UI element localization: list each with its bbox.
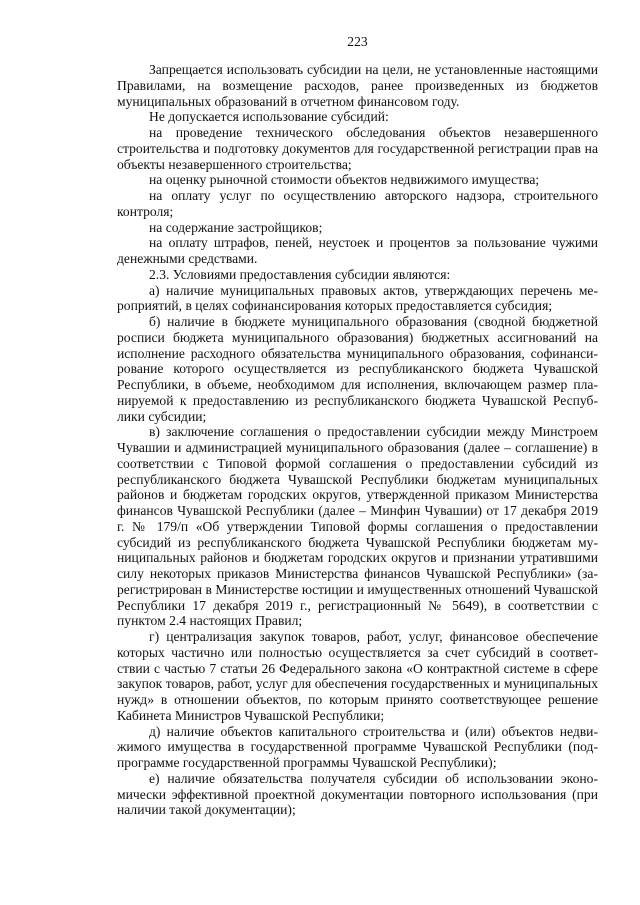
paragraph-item-v: в) заключение соглашения о предоставлении субсидии между Минстроем Чувашии и администрацией муниципального образования (далее – соглашение) в соответствии с Типовой формой соглашения о предоставлении субсидий из республиканского бюджета Чувашской Республики бюджетам муниципальных районов и бюджетам городских округов, утвержденной приказом Министерства финансов Чувашской Республики (далее – Минфин Чувашии) от 17 декабря 2019 г. № 179/п «Об утверждении Типовой формы соглашения о предоставлении субсидий из республиканского бюджета Чувашской Республики бюджетам муниципальных районов и бюджетам городских округов и признании утратившими силу некоторых приказов Министерства финансов Чувашской Республики» (зарегистрирован в Министерстве юстиции и имущественных отношений Чувашской Республики 17 декабря 2019 г., регистрационный № 5649), в соответствии с пунктом 2.4 настоящих Правил;	[117, 424, 598, 629]
paragraph-item-b: б) наличие в бюджете муниципального образования (сводной бюджетной росписи бюджета муниципального образования) бюджетных ассигнований на исполнение расходного обязательства муниципального образования, софинансирование которого осуществляется из республиканского бюджета Чувашской Республики, в объеме, необходимом для исполнения, включающем размер планируемой к предоставлению из республиканского бюджета Чувашской Республики субсидии;	[117, 314, 598, 424]
paragraph-section-2-3: 2.3. Условиями предоставления субсидии являются:	[149, 266, 451, 282]
paragraph-item-a: а) наличие муниципальных правовых актов, утверждающих перечень мероприятий, в целях софинансирования которых предоставляется субсидия;	[117, 282, 598, 314]
document-body	[117, 62, 598, 818]
paragraph-developers: на содержание застройщиков;	[149, 219, 323, 235]
paragraph-purpose-restriction: Запрещается использовать субсидии на цели, не установленные настоящими Правилами, на возмещение расходов, ранее произведенных из бюджетов муниципальных образований в отчетном финансовом году.	[117, 62, 598, 109]
paragraph-item-d: д) наличие объектов капитального строительства и (или) объектов недвижимого имущества в государственной программе Чувашской Республики (подпрограмме государственной программы Чувашской Республики);	[117, 723, 598, 770]
paragraph-item-e: е) наличие обязательства получателя субсидии об использовании экономически эффективной проектной документации повторного использования (при наличии такой документации);	[117, 770, 598, 818]
paragraph-technical-survey: на проведение технического обследования объектов незавершенного строительства и подготовку документов для государственной регистрации прав на объекты незавершенного строительства;	[117, 125, 598, 172]
paragraph-not-allowed-heading: Не допускается использование субсидий:	[149, 109, 389, 125]
page-number: 223	[347, 34, 368, 49]
paragraph-market-valuation: на оценку рыночной стоимости объектов недвижимого имущества;	[149, 172, 540, 188]
paragraph-fines: на оплату штрафов, пеней, неустоек и процентов за пользование чужими денежными средствами.	[117, 235, 598, 266]
paragraph-supervision: на оплату услуг по осуществлению авторского надзора, строительного контроля;	[117, 188, 598, 219]
paragraph-item-g: г) централизация закупок товаров, работ, услуг, финансовое обеспечение которых частично или полностью осуществляется за счет субсидий в соответствии с частью 7 статьи 26 Федерального закона «О контрактной системе в сфере закупок товаров, работ, услуг для обеспечения государственных и муниципальных нужд» в отношении объектов, по которым принято соответствующее решение Кабинета Министров Чувашской Республики;	[117, 629, 598, 723]
